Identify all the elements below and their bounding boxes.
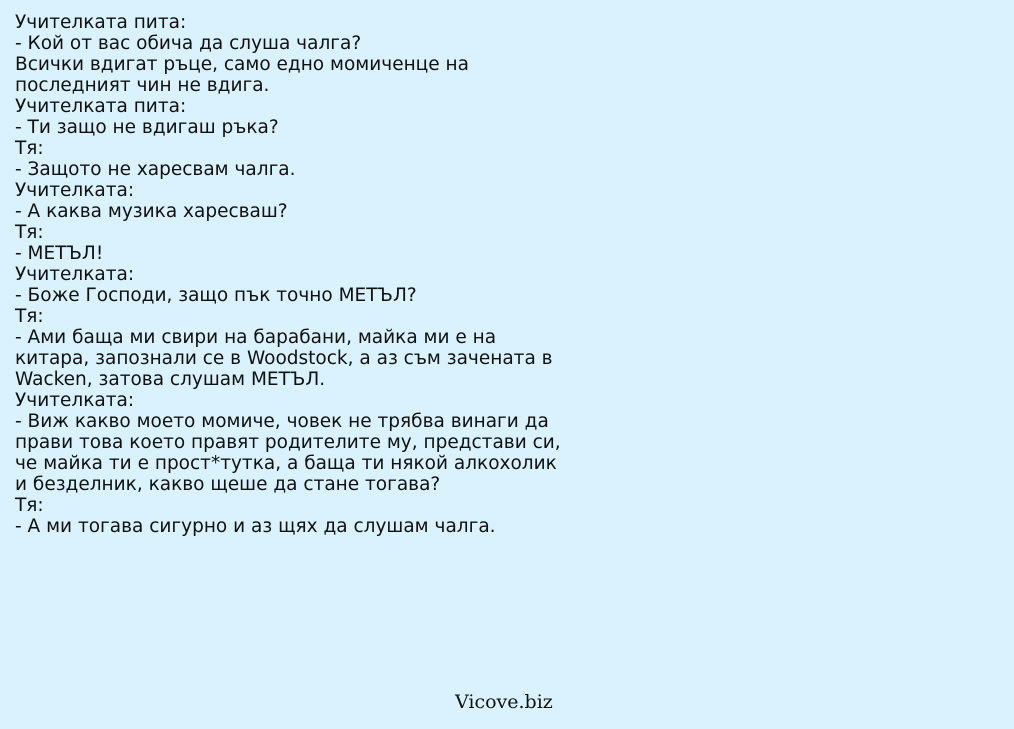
joke-line: Всички вдигат ръце, само едно момиченце на — [15, 54, 469, 75]
joke-line: Учителката: — [15, 390, 135, 411]
joke-line: Учителката: — [15, 264, 135, 285]
joke-line: - Кой от вас обича да слуша чалга? — [15, 33, 362, 54]
joke-line: - Боже Господи, защо пък точно МЕТЪЛ? — [15, 285, 417, 306]
joke-line: китара, запознали се в Woodstock, а аз съм зачената в — [15, 348, 553, 369]
joke-line: последният чин не вдига. — [15, 75, 270, 96]
joke-line: - Ами баща ми свири на барабани, майка ми е на — [15, 327, 497, 348]
joke-line: Учителката: — [15, 180, 135, 201]
joke-line: Тя: — [15, 138, 44, 159]
joke-line: и безделник, какво щеше да стане тогава? — [15, 474, 441, 495]
joke-line: - А ми тогава сигурно и аз щях да слушам чалга. — [15, 516, 496, 537]
joke-line: - А каква музика харесваш? — [15, 201, 288, 222]
joke-line: - Виж какво моето момиче, човек не трябва винаги да — [15, 411, 549, 432]
joke-line: Учителката пита: — [15, 12, 187, 33]
joke-line: - Ти защо не вдигаш ръка? — [15, 117, 279, 138]
joke-line: Wacken, затова слушам МЕТЪЛ. — [15, 369, 326, 390]
joke-line: - МЕТЪЛ! — [15, 243, 104, 264]
site-watermark: Vicove.biz — [455, 691, 553, 713]
joke-line: прави това което правят родителите му, представи си, — [15, 432, 561, 453]
joke-line: Тя: — [15, 222, 44, 243]
joke-text — [15, 12, 575, 537]
joke-line: че майка ти е прост*тутка, а баща ти някой алкохолик — [15, 453, 557, 474]
joke-line: Тя: — [15, 495, 44, 516]
joke-line: Тя: — [15, 306, 44, 327]
joke-line: Учителката пита: — [15, 96, 187, 117]
joke-line: - Защото не харесвам чалга. — [15, 159, 296, 180]
